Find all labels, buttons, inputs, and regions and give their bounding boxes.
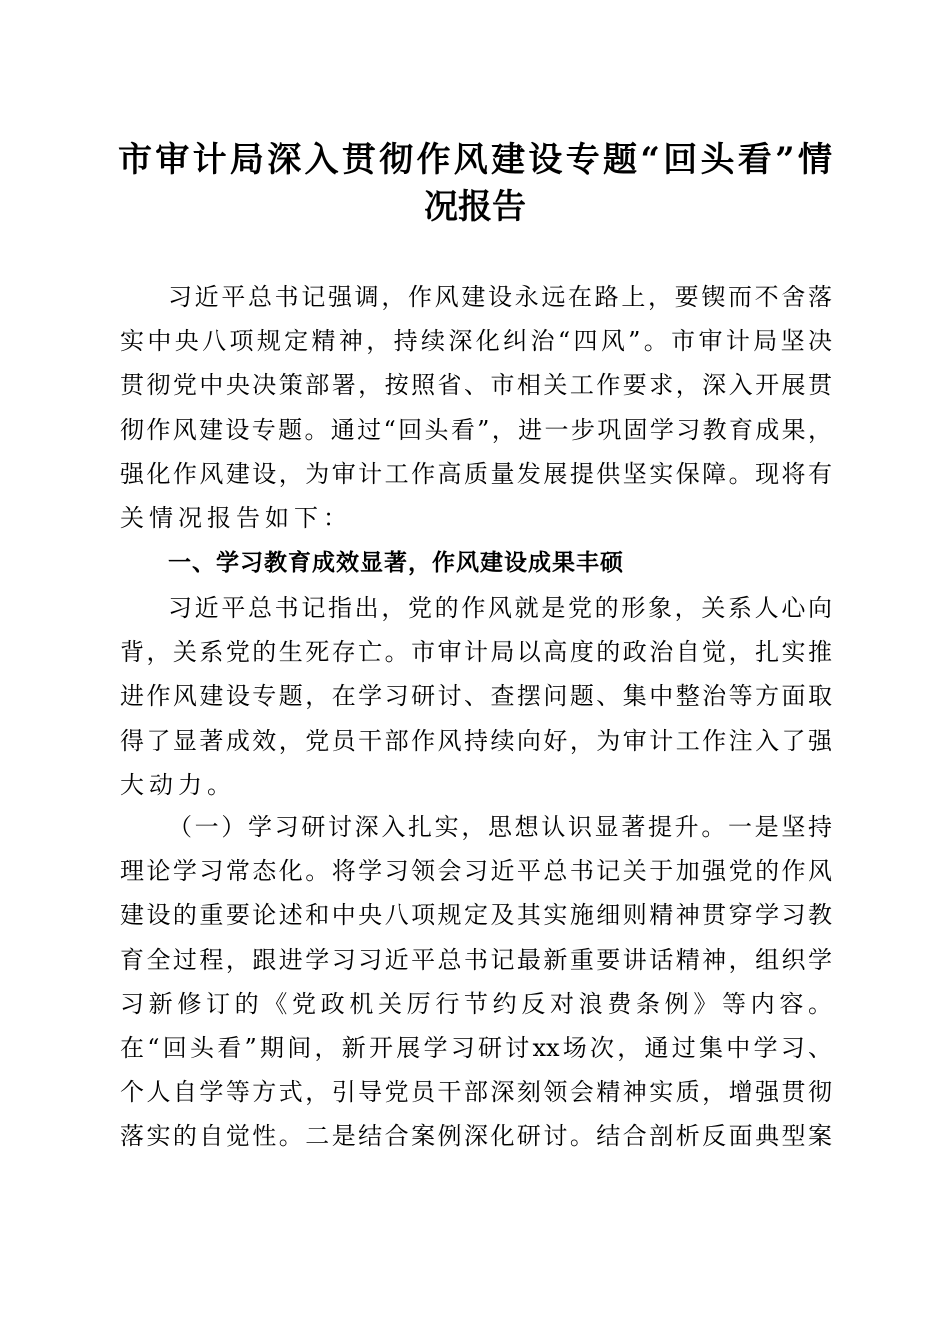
paragraph-line: 得了显著成效，党员干部作风持续向好，为审计工作注入了强 bbox=[120, 726, 832, 755]
paragraph-line: 落实的自觉性。二是结合案例深化研讨。结合剖析反面典型案 bbox=[120, 1122, 832, 1151]
section-heading: 一、学习教育成效显著，作风建设成果丰硕 bbox=[168, 550, 624, 576]
paragraph-line: 习近平总书记强调，作风建设永远在路上，要锲而不舍落 bbox=[168, 283, 832, 311]
paragraph-line: （一）学习研讨深入扎实，思想认识显著提升。一是坚持 bbox=[168, 813, 832, 841]
paragraph-line: 个人自学等方式，引导党员干部深刻领会精神实质，增强贯彻 bbox=[120, 1078, 832, 1107]
paragraph-line: 大动力。 bbox=[120, 770, 236, 799]
paragraph-line: 背，关系党的生死存亡。市审计局以高度的政治自觉，扎实推 bbox=[120, 638, 832, 667]
page-title-line-2: 况报告 bbox=[424, 187, 526, 227]
paragraph-line: 习新修订的《党政机关厉行节约反对浪费条例》等内容。 bbox=[120, 989, 832, 1018]
paragraph-line: 彻作风建设专题。通过“回头看”，进一步巩固学习教育成果， bbox=[120, 415, 832, 444]
paragraph-line: 理论学习常态化。将学习领会习近平总书记关于加强党的作风 bbox=[120, 857, 832, 886]
paragraph-line: 在“回头看”期间，新开展学习研讨xx场次，通过集中学习、 bbox=[120, 1034, 832, 1062]
paragraph-line: 贯彻党中央决策部署，按照省、市相关工作要求，深入开展贯 bbox=[120, 371, 832, 400]
paragraph-line: 关情况报告如下： bbox=[120, 504, 352, 532]
paragraph-line: 实中央八项规定精神，持续深化纠治“四风”。市审计局坚决 bbox=[120, 327, 832, 356]
paragraph-line: 进作风建设专题，在学习研讨、查摆问题、集中整治等方面取 bbox=[120, 682, 832, 711]
paragraph-line: 育全过程，跟进学习习近平总书记最新重要讲话精神，组织学 bbox=[120, 945, 832, 974]
paragraph-line: 习近平总书记指出，党的作风就是党的形象，关系人心向 bbox=[168, 594, 832, 622]
paragraph-line: 强化作风建设，为审计工作高质量发展提供坚实保障。现将有 bbox=[120, 459, 832, 488]
paragraph-line: 建设的重要论述和中央八项规定及其实施细则精神贯穿学习教 bbox=[120, 901, 832, 930]
page-title-line-1: 市审计局深入贯彻作风建设专题“回头看”情 bbox=[118, 140, 832, 180]
